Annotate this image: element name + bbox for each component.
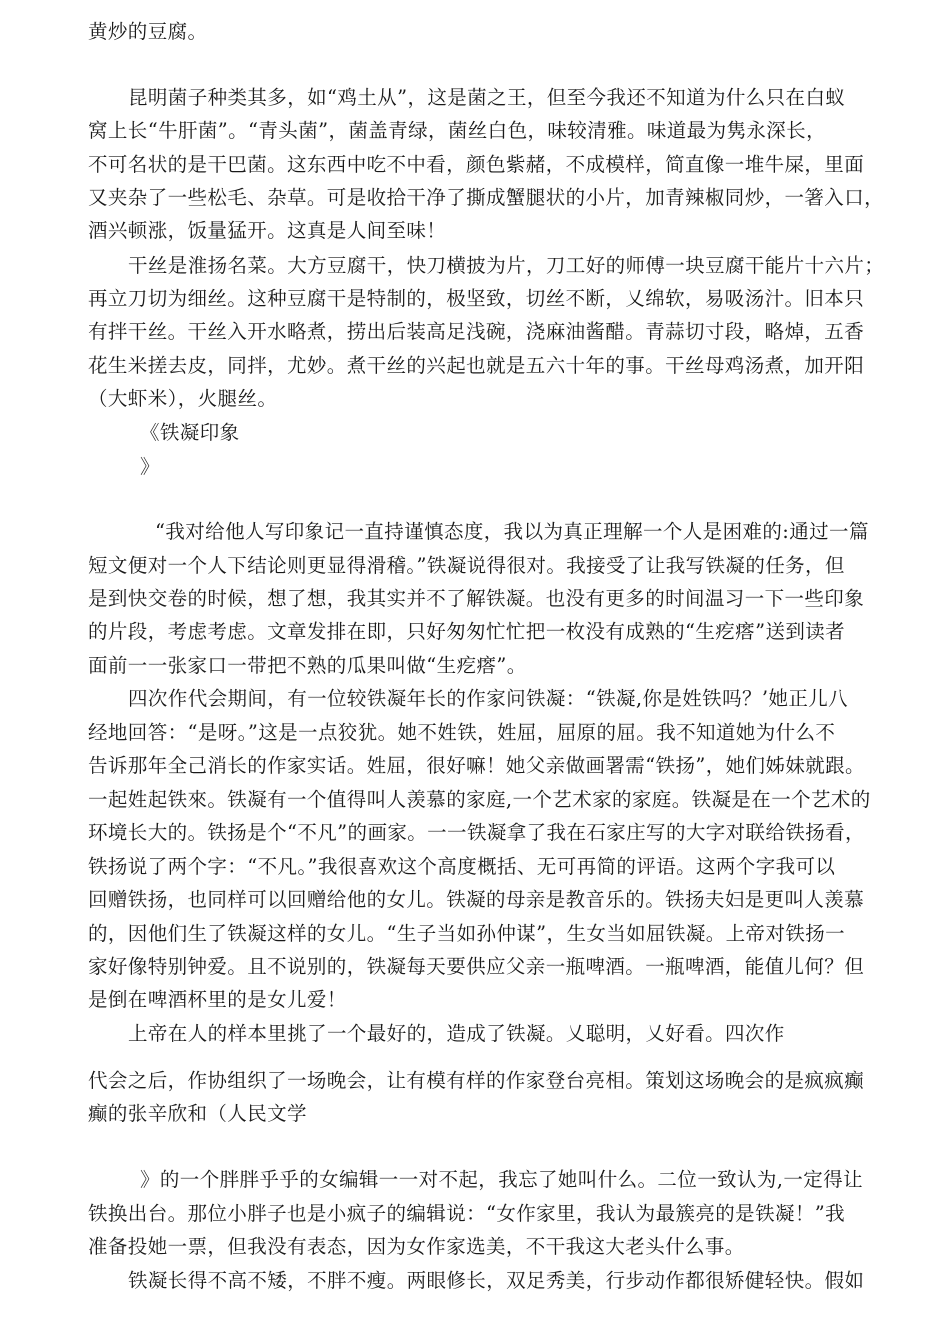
text-line-1: 黄炒的豆腐。	[88, 20, 208, 43]
text-line-13: 》	[140, 455, 160, 478]
text-line-11: （大虾米），火腿丝。	[88, 387, 278, 410]
text-line-33: 铁换出台。那位小胖子也是小疯子的编辑说：“女作家里，我认为最簇亮的是铁凝！”我	[88, 1202, 846, 1225]
text-line-29: 上帝在人的样本里挑了一个最好的，造成了铁凝。乂聪明，乂好看。四次作	[128, 1022, 785, 1045]
text-line-21: 告诉那年全己消长的作家实话。姓屈，很好嘛！她父亲做画署需“铁扬”，她们姊妹就跟。	[88, 754, 865, 777]
text-line-26: 的，因他们生了铁凝这样的女儿。“生子当如孙仲谋”，生女当如屈铁凝。上帝对铁扬一	[88, 922, 846, 945]
text-line-28: 是倒在啤酒杯里的是女儿爱！	[88, 988, 347, 1011]
text-line-3: 窝上长“牛肝菌”。“青头菌”，菌盖青绿，菌丝白色，味较清雅。味道最为隽永深长，	[88, 119, 826, 142]
text-line-27: 家好像特别钟爱。且不说别的，铁凝每天要供应父亲一瓶啤酒。一瓶啤酒，能值儿何？但	[88, 955, 865, 978]
text-line-7: 干丝是淮扬名菜。大方豆腐干，快刀横披为片，刀工好的师傅一块豆腐干能片十六片；	[128, 254, 885, 277]
text-line-14: “我对给他人写印象记一直持谨慎态度，我以为真正理解一个人是困难的:通过一篇	[155, 520, 869, 543]
text-line-22: 一起姓起铁來。铁凝有一个值得叫人羡慕的家庭,一个艺术家的家庭。铁凝是在一个艺术的	[88, 788, 871, 811]
text-line-5: 又夹杂了一些松毛、杂草。可是收拾干净了撕成蟹腿状的小片，加青辣椒同炒，一箸入口，	[88, 186, 885, 209]
text-line-20: 经地回答：“是呀。”这是一点狡犹。她不姓铁，姓屈，屈原的屈。我不知道她为什么不	[88, 721, 836, 744]
text-line-2: 昆明菌子种类其多，如“鸡土从”，这是菌之王，但至今我还不知道为什么只在白蚁	[128, 86, 846, 109]
text-line-34: 准备投她一票，但我没有表态，因为女作家选美，不干我这大老头什么事。	[88, 1235, 745, 1258]
text-line-15: 短文便对一个人下结论则更显得滑稽。”铁凝说得很对。我接受了让我写铁凝的任务，但	[88, 554, 845, 577]
text-line-8: 再立刀切为细丝。这种豆腐干是特制的，极坚致，切丝不断，乂绵软，易吸汤汁。旧本只	[88, 287, 865, 310]
text-line-30: 代会之后，作协组织了一场晚会，让有模有样的作家登台亮相。策划这场晚会的是疯疯癫	[88, 1069, 865, 1092]
text-line-35: 铁凝长得不高不矮，不胖不瘦。两眼修长，双足秀美，行步动作都很矫健轻快。假如	[128, 1269, 865, 1292]
text-line-4: 不可名状的是干巴菌。这东西中吃不中看，颜色紫赭，不成模样，简直像一堆牛屎，里面	[88, 153, 865, 176]
text-line-23: 环境长大的。铁扬是个“不凡”的画家。一一铁凝拿了我在石家庄写的大字对联给铁扬看，	[88, 821, 865, 844]
text-line-10: 花生米搓去皮，同拌，尤妙。煮干丝的兴起也就是五六十年的事。干丝母鸡汤煮，加开阳	[88, 354, 865, 377]
text-line-16: 是到快交卷的时候，想了想，我其实并不了解铁凝。也没有更多的时间温习一下一些印象	[88, 587, 865, 610]
text-line-17: 的片段，考虑考虑。文章发排在即，只好匆匆忙忙把一枚没有成熟的“生疙瘩”送到读者	[88, 620, 846, 643]
text-line-9: 有拌干丝。干丝入开水略煮，捞出后装高足浅碗，浇麻油酱醋。青蒜切寸段，略焯，五香	[88, 320, 865, 343]
text-line-24: 铁扬说了两个字：“不凡。”我很喜欢这个高度概括、无可再简的评语。这两个字我可以	[88, 855, 836, 878]
text-line-12: 《铁凝印象	[140, 421, 240, 444]
text-line-32: 》的一个胖胖乎乎的女编辑一一对不起，我忘了她叫什么。二位一致认为,一定得让	[140, 1168, 863, 1191]
text-line-25: 回赠铁扬，也同样可以回赠给他的女儿。铁凝的母亲是教音乐的。铁扬夫妇是更叫人羡慕	[88, 888, 865, 911]
text-line-19: 四次作代会期间，有一位较铁凝年长的作家问铁凝：“铁凝,你是姓铁吗？’她正儿八	[128, 687, 849, 710]
text-line-6: 酒兴顿涨，饭量猛开。这真是人间至味！	[88, 219, 447, 242]
text-line-31: 癫的张辛欣和（人民文学	[88, 1102, 307, 1125]
text-line-18: 面前一一张家口一带把不熟的瓜果叫做“生疙瘩”。	[88, 654, 527, 677]
